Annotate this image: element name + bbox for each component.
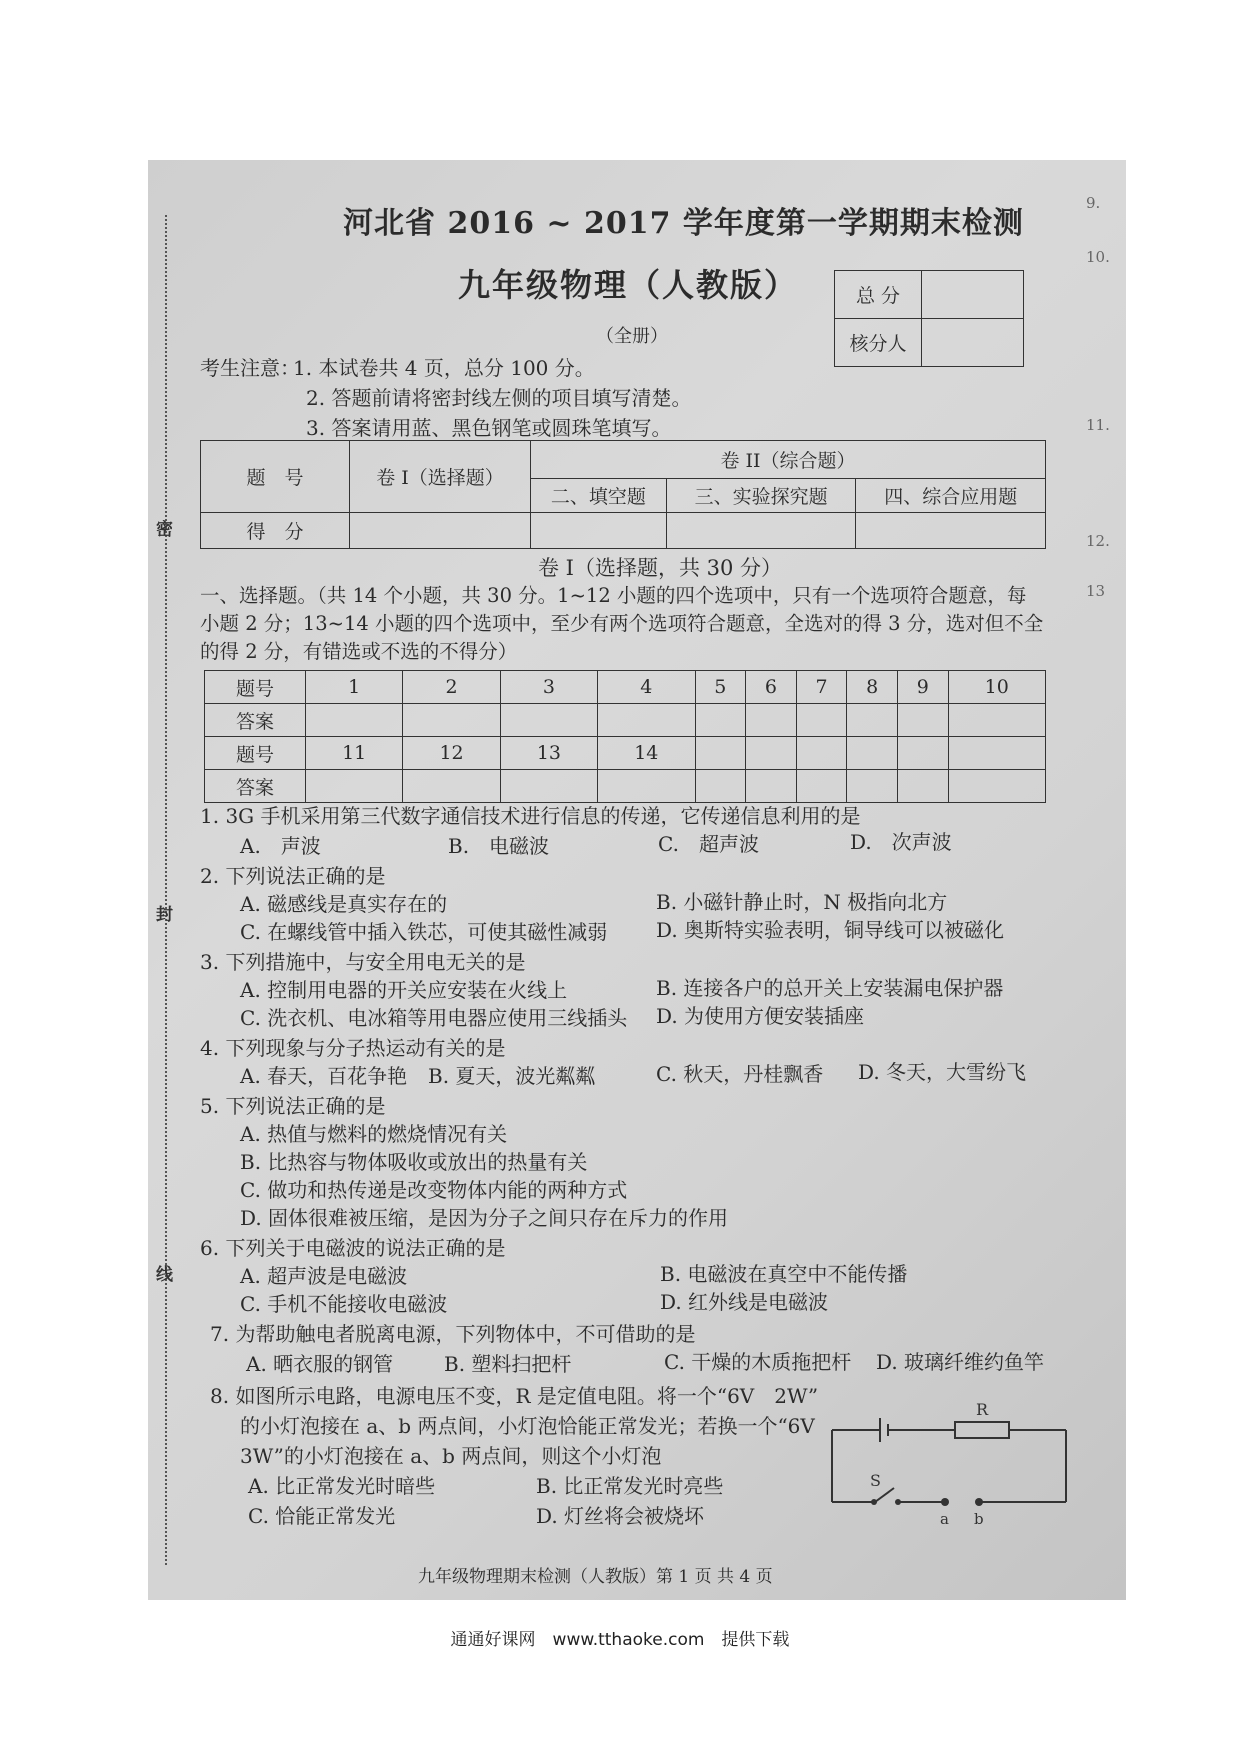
- question-stem: 5. 下列说法正确的是: [200, 1094, 386, 1118]
- section1-heading: 卷 I（选择题，共 30 分）: [538, 556, 783, 580]
- summary-col-vol1: 卷 I（选择题）: [350, 441, 531, 513]
- bleed-number: 9.: [1086, 194, 1101, 212]
- question-option: C. 手机不能接收电磁波: [240, 1292, 448, 1316]
- question-option: B. 连接各户的总开关上安装漏电保护器: [656, 976, 1004, 1000]
- bleed-number: 11.: [1086, 416, 1110, 434]
- question-option: A. 声波: [240, 834, 321, 858]
- question-option: A. 控制用电器的开关应安装在火线上: [240, 978, 568, 1002]
- question-option: C. 干燥的木质拖把杆: [664, 1350, 852, 1374]
- answer-cell: [847, 704, 898, 737]
- answer-cell: [897, 770, 948, 803]
- seal-char-mi: 密: [156, 520, 173, 540]
- resistor-label: R: [976, 1400, 989, 1419]
- question-option: D. 灯丝将会被烧坏: [536, 1504, 705, 1528]
- checker-label: 核分人: [835, 319, 922, 367]
- summary-col-vol2: 卷 II（综合题）: [531, 441, 1046, 479]
- answer-cell: [695, 737, 746, 770]
- summary-score-cell: [531, 513, 667, 549]
- question-option: B. 比热容与物体吸收或放出的热量有关: [240, 1150, 588, 1174]
- question-option: D. 红外线是电磁波: [660, 1290, 829, 1314]
- answer-num: 11: [306, 737, 403, 770]
- question-stem: 1. 3G 手机采用第三代数字通信技术进行信息的传递，它传递信息利用的是: [200, 804, 861, 828]
- question-option: A. 春天，百花争艳: [240, 1064, 408, 1088]
- question-stem: 7. 为帮助触电者脱离电源，下列物体中，不可借助的是: [210, 1322, 696, 1346]
- terminal-a-label: a: [940, 1510, 949, 1528]
- seal-char-feng: 封: [156, 905, 173, 925]
- seal-line: [165, 215, 167, 1565]
- question-option: B. 塑料扫把杆: [444, 1352, 572, 1376]
- answer-cell: [695, 770, 746, 803]
- answer-cell: [695, 704, 746, 737]
- answer-num: 14: [598, 737, 695, 770]
- question-option: C. 在螺线管中插入铁芯，可使其磁性减弱: [240, 920, 608, 944]
- answer-num: 3: [500, 671, 597, 704]
- question-option: B. 电磁波: [448, 834, 550, 858]
- answer-cell: [897, 737, 948, 770]
- question-stem: 6. 下列关于电磁波的说法正确的是: [200, 1236, 506, 1260]
- exam-photo: [148, 160, 1126, 1600]
- answer-row-label: 题号: [205, 671, 306, 704]
- summary-score-cell: [856, 513, 1046, 549]
- total-score-label: 总 分: [835, 271, 922, 319]
- answer-cell: [500, 704, 597, 737]
- answer-cell: [897, 704, 948, 737]
- answer-cell: [598, 704, 695, 737]
- question-option: D. 冬天，大雪纷飞: [858, 1060, 1027, 1084]
- terminal-b-label: b: [974, 1510, 984, 1528]
- answer-cell: [746, 737, 797, 770]
- summary-score-cell: [350, 513, 531, 549]
- site-footer: 通通好课网 www.tthaoke.com 提供下载: [450, 1630, 790, 1650]
- notice-item: 2. 答题前请将密封线左侧的项目填写清楚。: [306, 386, 692, 410]
- answer-num: 12: [403, 737, 500, 770]
- question-option: A. 磁感线是真实存在的: [240, 892, 448, 916]
- switch-symbol: [875, 1488, 894, 1502]
- question-option: D. 固体很难被压缩，是因为分子之间只存在斥力的作用: [240, 1206, 729, 1230]
- page-footer: 九年级物理期末检测（人教版）第 1 页 共 4 页: [418, 1567, 773, 1587]
- section1-intro: 一、选择题。（共 14 个小题，共 30 分。1~12 小题的四个选项中，只有一个选项符合题意，每: [200, 584, 1027, 607]
- question-option: B. 小磁针静止时，N 极指向北方: [656, 890, 948, 914]
- summary-subcol: 四、综合应用题: [856, 479, 1046, 513]
- switch-terminal: [871, 1499, 877, 1505]
- notice-item: 3. 答案请用蓝、黑色钢笔或圆珠笔填写。: [306, 416, 672, 440]
- notice-label: 考生注意：: [200, 356, 300, 380]
- seal-char-xian: 线: [156, 1265, 173, 1285]
- answer-table: [204, 670, 1046, 803]
- answer-cell: [306, 704, 403, 737]
- checker-cell: [922, 319, 1024, 367]
- question-option: C. 恰能正常发光: [248, 1504, 396, 1528]
- question-stem: 8. 如图所示电路，电源电压不变，R 是定值电阻。将一个“6V 2W”: [210, 1384, 819, 1408]
- question-option: D. 为使用方便安装插座: [656, 1004, 865, 1028]
- question-option: D. 玻璃纤维约鱼竿: [876, 1350, 1045, 1374]
- summary-score-cell: [666, 513, 856, 549]
- answer-cell: [796, 704, 847, 737]
- bleed-number: 12.: [1086, 532, 1110, 550]
- question-stem: 3W”的小灯泡接在 a、b 两点间，则这个小灯泡: [240, 1444, 662, 1468]
- question-option: A. 晒衣服的钢管: [246, 1352, 394, 1376]
- exam-subtitle: 九年级物理（人教版）: [458, 266, 799, 304]
- question-option: A. 比正常发光时暗些: [248, 1474, 436, 1498]
- answer-cell: [796, 770, 847, 803]
- question-stem: 4. 下列现象与分子热运动有关的是: [200, 1036, 506, 1060]
- answer-cell: [948, 770, 1045, 803]
- bleed-number: 10.: [1086, 248, 1110, 266]
- question-option: B. 夏天，波光粼粼: [428, 1064, 596, 1088]
- section1-intro: 的得 2 分，有错选或不选的不得分）: [200, 640, 518, 663]
- summary-subcol: 二、填空题: [531, 479, 667, 513]
- answer-cell: [948, 704, 1045, 737]
- question-option: C. 秋天，丹桂飘香: [656, 1062, 824, 1086]
- answer-num: 2: [403, 671, 500, 704]
- summary-subcol: 三、实验探究题: [666, 479, 856, 513]
- answer-cell: [403, 704, 500, 737]
- answer-cell: [948, 737, 1045, 770]
- answer-num: 6: [746, 671, 797, 704]
- answer-cell: [746, 770, 797, 803]
- question-option: D. 次声波: [850, 830, 952, 854]
- answer-num: 8: [847, 671, 898, 704]
- terminal-b: [975, 1498, 983, 1506]
- answer-cell: [796, 737, 847, 770]
- answer-row-label: 答案: [205, 704, 306, 737]
- switch-terminal: [895, 1499, 901, 1505]
- question-option: A. 热值与燃料的燃烧情况有关: [240, 1122, 508, 1146]
- total-score-cell: [922, 271, 1024, 319]
- question-option: C. 洗衣机、电冰箱等用电器应使用三线插头: [240, 1006, 628, 1030]
- exam-scope: （全册）: [596, 326, 668, 347]
- question-option: B. 比正常发光时亮些: [536, 1474, 724, 1498]
- answer-cell: [500, 770, 597, 803]
- section1-intro: 小题 2 分；13~14 小题的四个选项中，至少有两个选项符合题意，全选对的得 3 分，选对但不全: [200, 612, 1044, 635]
- question-option: C. 做功和热传递是改变物体内能的两种方式: [240, 1178, 628, 1202]
- answer-num: 5: [695, 671, 746, 704]
- question-option: B. 电磁波在真空中不能传播: [660, 1262, 908, 1286]
- answer-cell: [847, 770, 898, 803]
- summary-table: [200, 440, 1046, 549]
- answer-row-label: 答案: [205, 770, 306, 803]
- question-option: D. 奥斯特实验表明，铜导线可以被磁化: [656, 918, 1005, 942]
- answer-cell: [403, 770, 500, 803]
- answer-num: 13: [500, 737, 597, 770]
- summary-row-score: 得 分: [201, 513, 350, 549]
- answer-num: 4: [598, 671, 695, 704]
- terminal-a: [941, 1498, 949, 1506]
- answer-cell: [847, 737, 898, 770]
- exam-title: 河北省 2016 ~ 2017 学年度第一学期期末检测: [343, 206, 1024, 241]
- answer-row-label: 题号: [205, 737, 306, 770]
- answer-num: 7: [796, 671, 847, 704]
- resistor-symbol: [955, 1422, 1009, 1438]
- question-stem: 的小灯泡接在 a、b 两点间，小灯泡恰能正常发光；若换一个“6V: [240, 1414, 815, 1438]
- notice-item: 1. 本试卷共 4 页，总分 100 分。: [293, 356, 595, 380]
- answer-num: 9: [897, 671, 948, 704]
- answer-num: 10: [948, 671, 1045, 704]
- answer-cell: [746, 704, 797, 737]
- question-option: C. 超声波: [658, 832, 759, 856]
- answer-num: 1: [306, 671, 403, 704]
- answer-cell: [306, 770, 403, 803]
- summary-col-number: 题 号: [201, 441, 350, 513]
- question-option: A. 超声波是电磁波: [240, 1264, 408, 1288]
- score-box: [834, 270, 1024, 367]
- circuit-diagram: [820, 1400, 1080, 1530]
- question-stem: 3. 下列措施中，与安全用电无关的是: [200, 950, 526, 974]
- answer-cell: [598, 770, 695, 803]
- question-stem: 2. 下列说法正确的是: [200, 864, 386, 888]
- switch-label: S: [870, 1471, 881, 1490]
- bleed-number: 13: [1086, 582, 1106, 600]
